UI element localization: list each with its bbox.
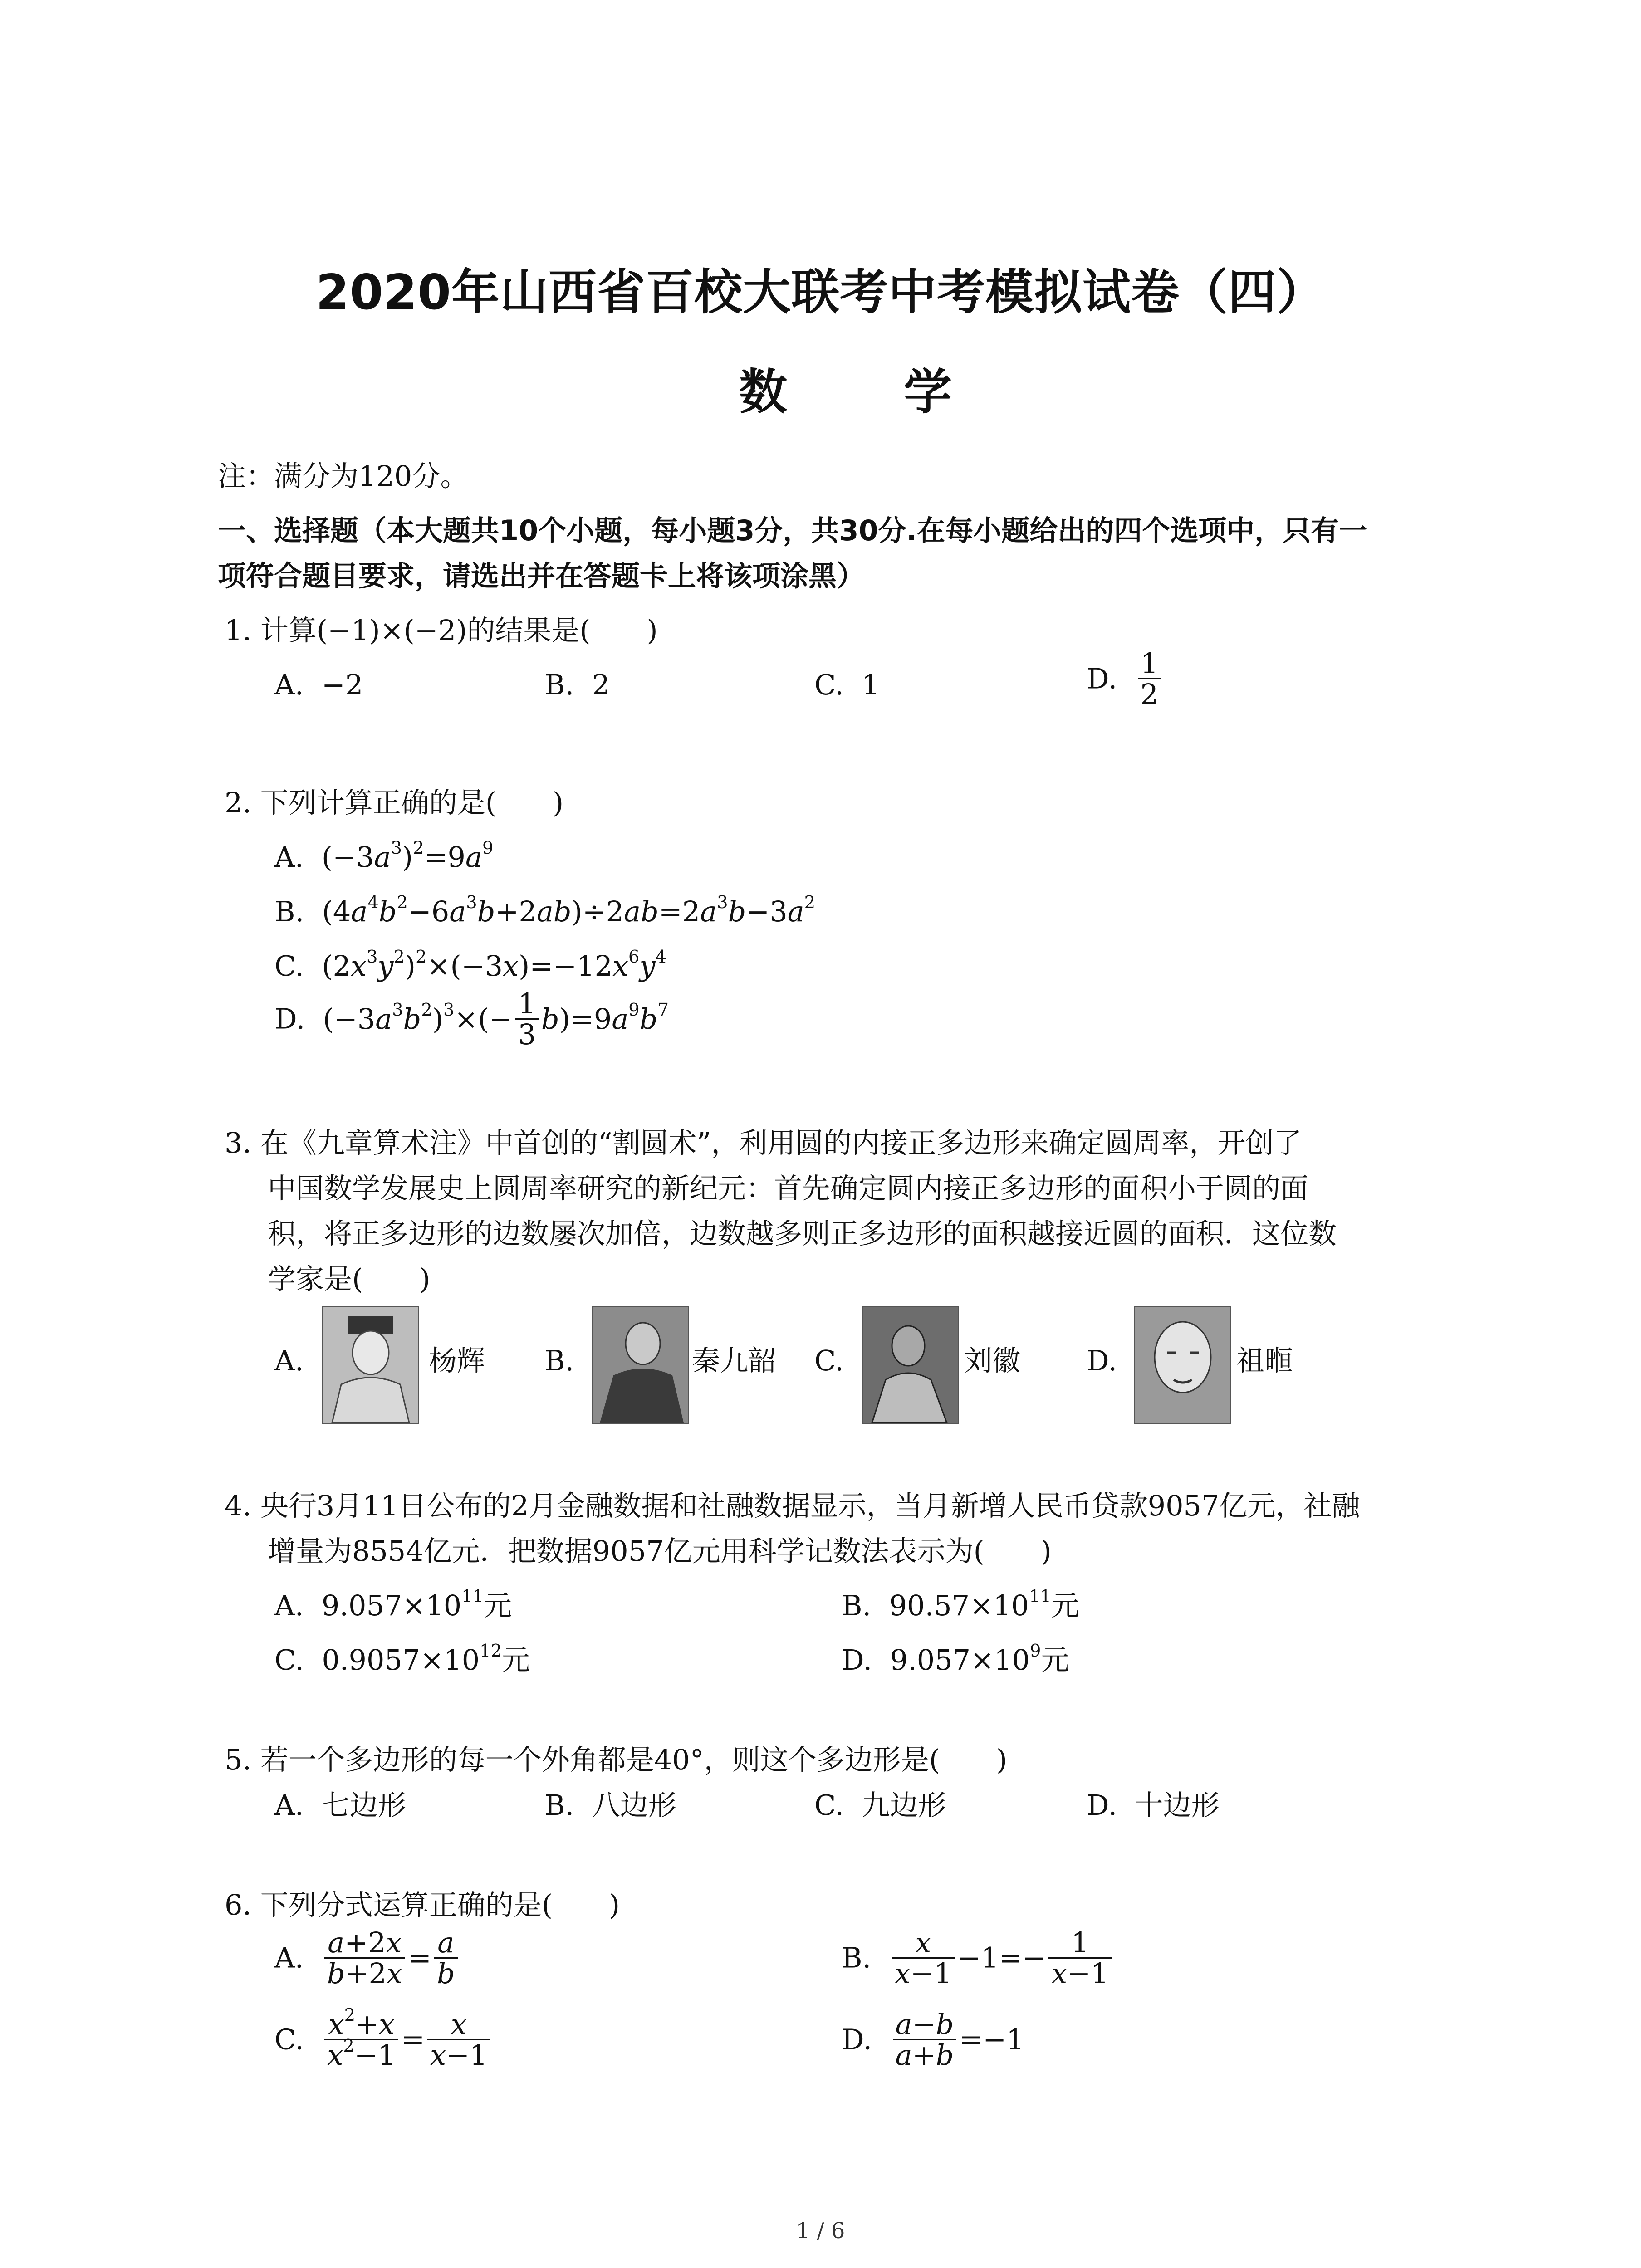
q1-d-fraction xyxy=(1138,649,1161,709)
q3-c-name: 刘徽 xyxy=(964,1344,1021,1377)
q5-c-value: 九边形 xyxy=(862,1789,946,1822)
q1-d-label: D. xyxy=(1087,662,1117,695)
q2-stem: 2. 下列计算正确的是( ) xyxy=(225,786,564,819)
q4-d-label: D. xyxy=(842,1643,872,1677)
q6-b-label: B. xyxy=(842,1941,872,1975)
q4-line2: 增量为8554亿元．把数据9057亿元用科学记数法表示为( ) xyxy=(268,1535,1052,1568)
q3-b-label: B. xyxy=(544,1344,574,1377)
q1-option-b xyxy=(544,662,610,708)
subject-title: 数 学 xyxy=(739,364,1002,420)
q2-a-label: A. xyxy=(274,841,304,874)
q6-option-a: A. $\frac{a+2x}{b+2x}$ = $\frac{a}{b}$ xyxy=(274,1928,460,1988)
q3-c-label: C. xyxy=(814,1344,844,1377)
q6-option-c: C. $\frac{x^2+x}{x^2-1}$ = $\frac{x}{x-1}$ xyxy=(274,2009,493,2070)
q4-line1: 4. 央行3月11日公布的2月金融数据和社融数据显示，当月新增人民币贷款9057亿元，社融 xyxy=(225,1489,1360,1522)
q4-option-d: D. $9.057\times 10^9$元 xyxy=(842,1641,1069,1677)
page-number: 1 / 6 xyxy=(796,2218,845,2244)
portrait-icon xyxy=(863,1307,958,1423)
q2-option-c: C. $(2x^3y^2)^2\times(-3x)=-12x^6y^4$ xyxy=(274,947,666,982)
q1-d-numerator: 1 xyxy=(1138,649,1161,679)
q5-option-d xyxy=(1087,1783,1220,1828)
q1-b-value: 2 xyxy=(592,668,610,701)
q4-option-a: A. $9.057\times 10^{11}$元 xyxy=(274,1586,512,1622)
portrait-zu-geng xyxy=(1134,1306,1231,1424)
q5-b-value: 八边形 xyxy=(592,1789,676,1822)
q4-a-label: A. xyxy=(274,1589,304,1622)
portrait-yang-hui xyxy=(322,1306,419,1424)
q3-line1: 3. 在《九章算术注》中首创的“割圆术”，利用圆的内接正多边形来确定圆周率，开创了 xyxy=(225,1126,1302,1159)
portrait-qin-jiushao xyxy=(592,1306,689,1424)
q5-option-b xyxy=(544,1783,676,1828)
q2-option-b: B. $(4a^4b^2-6a^3b+2ab)\div 2ab=2a^3b-3a^2$ xyxy=(274,892,816,928)
q1-a-label: A. xyxy=(274,668,304,701)
q4-option-b: B. $90.57\times 10^{11}$元 xyxy=(842,1586,1079,1622)
q6-d-label: D. xyxy=(842,2023,872,2056)
q2-b-label: B. xyxy=(274,895,304,928)
q5-d-label: D. xyxy=(1087,1789,1117,1822)
q3-b-name: 秦九韶 xyxy=(692,1344,777,1377)
q6-option-d: D. $\frac{a-b}{a+b}$ =−1 xyxy=(842,2008,1024,2072)
q4-c-label: C. xyxy=(274,1643,304,1677)
q1-option-c xyxy=(814,662,880,708)
q3-a-name: 杨辉 xyxy=(429,1344,485,1377)
q2-d-label: D. xyxy=(274,1002,305,1036)
q1-a-value: −2 xyxy=(321,668,363,701)
q5-b-label: B. xyxy=(544,1789,574,1822)
q5-a-value: 七边形 xyxy=(321,1789,406,1822)
exam-title: 2020年山西省百校大联考中考模拟试卷（四） xyxy=(315,264,1326,320)
q3-line3: 积，将正多边形的边数屡次加倍，边数越多则正多边形的面积越接近圆的面积．这位数 xyxy=(268,1217,1337,1250)
q5-stem: 5. 若一个多边形的每一个外角都是40°，则这个多边形是( ) xyxy=(225,1743,1008,1776)
section-heading-line1: 一、选择题（本大题共10个小题，每小题3分，共30分.在每小题给出的四个选项中，只有一 xyxy=(218,514,1367,547)
q1-b-label: B. xyxy=(544,668,574,701)
q3-d-label: D. xyxy=(1087,1344,1117,1377)
q1-option-a xyxy=(274,662,363,708)
q5-c-label: C. xyxy=(814,1789,844,1822)
q5-d-value: 十边形 xyxy=(1135,1789,1220,1822)
portrait-icon xyxy=(323,1307,418,1423)
score-note: 注：满分为120分。 xyxy=(218,459,469,493)
q5-a-label: A. xyxy=(274,1789,304,1822)
portrait-liu-hui xyxy=(862,1306,959,1424)
q3-line2: 中国数学发展史上圆周率研究的新纪元：首先确定圆内接正多边形的面积小于圆的面 xyxy=(268,1172,1309,1205)
q4-option-c: C. $0.9057\times 10^{12}$元 xyxy=(274,1641,530,1677)
q3-line4: 学家是( ) xyxy=(268,1262,431,1295)
section-heading-line2: 项符合题目要求，请选出并在答题卡上将该项涂黑） xyxy=(218,559,865,592)
q2-option-d: D. $(-3a^3b^2)^3\times(-$ $\frac{1}{3}$ $b)=9a^9b^7$ xyxy=(274,987,669,1051)
q6-stem: 6. 下列分式运算正确的是( ) xyxy=(225,1888,620,1921)
q4-b-label: B. xyxy=(842,1589,872,1622)
q6-a-label: A. xyxy=(274,1941,304,1975)
portrait-icon xyxy=(593,1307,688,1423)
portrait-icon xyxy=(1135,1307,1230,1423)
q6-c-label: C. xyxy=(274,2023,304,2056)
q2-d-fraction: $\frac{1}{3}$ xyxy=(515,989,539,1049)
q5-option-a xyxy=(274,1783,406,1828)
q1-c-label: C. xyxy=(814,668,844,701)
q3-a-label: A. xyxy=(274,1344,304,1377)
q3-d-name: 祖暅 xyxy=(1236,1344,1293,1377)
q1-d-denominator: 2 xyxy=(1140,678,1159,711)
q2-option-a: A. $(-3a^3)^2=9a^9$ xyxy=(274,838,494,874)
q5-option-c xyxy=(814,1783,946,1828)
q1-stem: 1. 计算(−1)×(−2)的结果是( ) xyxy=(225,614,658,647)
q6-option-b: B. $\frac{x}{x-1}$ −1=− $\frac{1}{x-1}$ xyxy=(842,1928,1114,1988)
q1-c-value: 1 xyxy=(862,668,880,701)
q1-option-d xyxy=(1087,649,1164,709)
q2-c-label: C. xyxy=(274,949,304,982)
